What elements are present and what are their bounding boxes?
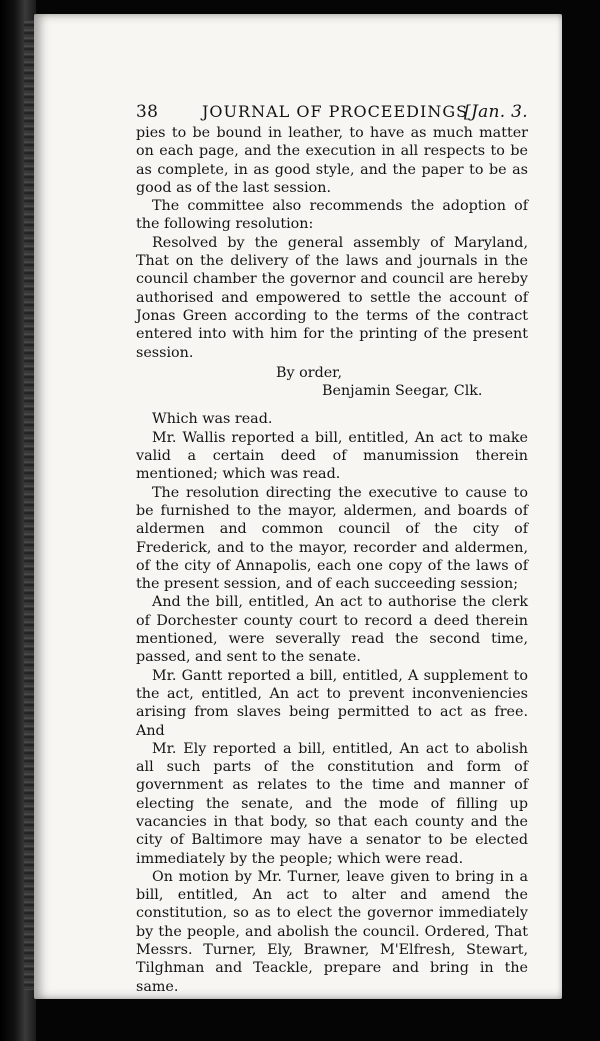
page-body	[136, 124, 528, 996]
page-text	[136, 96, 528, 996]
paragraph-gantt: Mr. Gantt reported a bill, entitled, A supplement to the act, entitled, An act to prevent inconveniencies arising from slaves being permitted to act as free. And	[136, 667, 528, 739]
which-was-read: Which was read.	[152, 411, 273, 428]
paragraph-resolution: Resolved by the general assembly of Maryland, That on the delivery of the laws and journals in the council chamber the governor and council are hereby authorised and empowered to settle the account of Jonas Green according to the terms of the contract entered into with him for the printing of the present session.	[136, 234, 528, 361]
paragraph-dorchester-bill: And the bill, entitled, An act to authorise the clerk of Dorchester county court to record a deed therein mentioned, were severally read the second time, passed, and sent to the senate.	[136, 594, 528, 666]
clerk-signature: Benjamin Seegar, Clk.	[322, 383, 483, 400]
spacer	[136, 400, 528, 410]
journal-title: JOURNAL OF PROCEEDINGS	[202, 102, 469, 121]
paragraph-turner: On motion by Mr. Turner, leave given to bring in a bill, entitled, An act to alter and amend the constitution, so as to elect the governor immediately by the people, and abolish the council. Ordered, That Messrs. Turner, Ely, Brawner, M'Elfresh, Stewart, Tilghman and Teackle, prepare and bring in the same.	[136, 868, 528, 995]
header-date: [Jan. 3.	[464, 102, 528, 122]
paragraph-continued: pies to be bound in leather, to have as much matter on each page, and the execution in all respects to be as complete, in as good style, and the paper to be as good as of the last session.	[136, 125, 528, 196]
running-head	[136, 96, 528, 124]
paragraph-wallis: Mr. Wallis reported a bill, entitled, An act to make valid a certain deed of manumission therein mentioned; which was read.	[136, 429, 528, 483]
paragraph-ely: Mr. Ely reported a bill, entitled, An act to abolish all such parts of the constitution and form of government as relates to the time and manner of electing the senate, and the mode of filling up vacancies in that body, so that each county and the city of Baltimore may have a senator to be elected immediately by the people; which were read.	[136, 740, 528, 867]
paragraph-committee: The committee also recommends the adoption of the following resolution:	[136, 198, 528, 233]
paragraph-resolution-executive: The resolution directing the executive to cause to be furnished to the mayor, aldermen, and boards of aldermen and common council of the city of Frederick, and to the mayor, recorder and aldermen, of the city of Annapolis, each one copy of the laws of the present session, and of each succeeding session;	[136, 484, 528, 593]
page-number: 38	[136, 102, 159, 122]
by-order-line: By order,	[276, 364, 342, 381]
